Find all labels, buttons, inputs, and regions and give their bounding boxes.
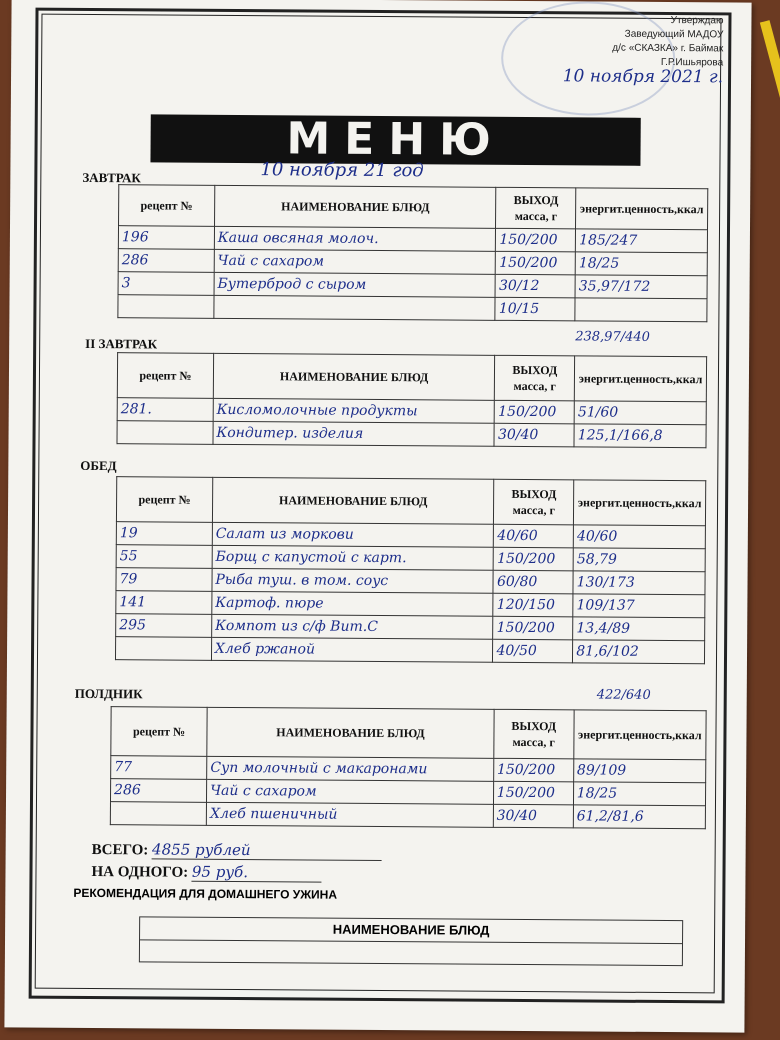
table-header-row (111, 707, 706, 760)
cell-energy: 185/247 (576, 229, 708, 253)
cell-name: Чай с сахаром (207, 779, 494, 804)
header-yield: ВЫХОД масса, г (496, 187, 576, 229)
cell-recipe: 3 (118, 272, 214, 296)
header-energy: энергит.ценность,ккал (574, 710, 707, 760)
section-title-second-breakfast: II ЗАВТРАК (85, 335, 158, 352)
section-title-afternoon-snack: ПОЛДНИК (74, 685, 143, 702)
approval-line1: Утверждаю (670, 15, 724, 27)
recommendation-header: НАИМЕНОВАНИЕ БЛЮД (140, 917, 682, 944)
cell-recipe: 295 (116, 614, 212, 638)
pencil (760, 20, 780, 100)
menu-date: 10 ноября 21 год (260, 159, 424, 182)
cell-yield: 150/200 (493, 758, 573, 782)
cell-name (214, 295, 496, 320)
table-row (115, 637, 704, 664)
cell-recipe (115, 637, 211, 661)
recommendation-table (139, 916, 683, 966)
table-afternoon-snack (110, 706, 707, 829)
cell-name: Бутерброд с сыром (214, 272, 496, 297)
cell-yield: 150/200 (493, 616, 573, 640)
cell-yield: 150/200 (496, 251, 576, 275)
cell-recipe: 55 (116, 545, 212, 569)
cell-yield: 30/40 (493, 804, 573, 828)
cell-name: Хлеб пшеничный (207, 802, 494, 827)
cell-energy: 109/137 (573, 594, 705, 618)
cell-name: Рыба туш. в том. соус (212, 568, 494, 593)
page-title: МЕНЮ (150, 114, 640, 165)
cell-recipe: 19 (116, 522, 212, 546)
section-title-breakfast: ЗАВТРАК (82, 169, 141, 186)
approval-line2: Заведующий МАДОУ (624, 28, 724, 41)
cell-recipe: 77 (111, 756, 207, 780)
table-header-row (117, 353, 706, 402)
table-breakfast (117, 184, 708, 322)
cell-energy: 81,6/102 (573, 640, 705, 664)
cell-name: Салат из моркови (212, 522, 494, 547)
cell-name: Каша овсяная молоч. (214, 226, 496, 251)
approval-line4: Г.Р.Ишьярова (660, 56, 724, 69)
cell-recipe (110, 802, 206, 826)
cell-energy (575, 298, 707, 322)
cell-yield: 40/50 (493, 639, 573, 663)
section-title-lunch: ОБЕД (80, 457, 117, 474)
header-yield: ВЫХОД масса, г (495, 355, 575, 401)
table-second-breakfast (116, 352, 707, 448)
cell-energy: 130/173 (573, 571, 705, 595)
cell-yield: 30/40 (494, 423, 574, 447)
cell-yield: 150/200 (496, 228, 576, 252)
cell-recipe: 286 (118, 249, 214, 273)
cell-recipe: 79 (116, 568, 212, 592)
approval-block (513, 13, 724, 88)
cell-yield: 10/15 (495, 297, 575, 321)
cell-yield: 150/200 (494, 547, 574, 571)
header-name: НАИМЕНОВАНИЕ БЛЮД (214, 185, 496, 228)
header-energy: энергит.ценность,ккал (576, 188, 708, 230)
header-recipe: рецепт № (116, 477, 212, 523)
total-all-row (92, 840, 383, 861)
cell-energy: 51/60 (574, 401, 706, 425)
header-recipe: рецепт № (119, 185, 215, 227)
cell-name: Суп молочный с макаронами (207, 756, 494, 781)
table-row (117, 421, 706, 448)
total-all-value: 4855 рублей (152, 840, 382, 861)
header-yield: ВЫХОД масса, г (494, 709, 574, 759)
total-all-label: ВСЕГО: (91, 842, 149, 859)
cell-name: Картоф. пюре (212, 591, 494, 616)
approval-line3: д/с «СКАЗКА» г. Баймак (612, 42, 724, 55)
cell-energy: 13,4/89 (573, 617, 705, 641)
cell-yield: 150/200 (495, 400, 575, 424)
table-lunch (115, 476, 706, 664)
table-row (110, 802, 705, 829)
cell-name: Хлеб ржаной (211, 637, 493, 662)
cell-energy: 40/60 (573, 525, 705, 549)
cell-name: Кондитер. изделия (213, 421, 495, 446)
header-recipe: рецепт № (117, 353, 213, 399)
cell-recipe (118, 295, 214, 319)
cell-yield: 150/200 (493, 781, 573, 805)
cell-recipe: 281. (117, 398, 213, 422)
cell-energy: 35,97/172 (575, 275, 707, 299)
cell-name: Кисломолочные продукты (213, 398, 495, 423)
section-total-lunch: 422/640 (596, 687, 651, 703)
table-header-row (119, 185, 708, 230)
table-row (118, 295, 707, 322)
total-one-row (91, 862, 322, 883)
total-one-label: НА ОДНОГО: (91, 864, 189, 881)
total-one-value: 95 руб. (192, 863, 322, 883)
table-header-row (116, 477, 705, 526)
header-energy: энергит.ценность,ккал (574, 356, 706, 402)
cell-yield: 30/12 (495, 274, 575, 298)
cell-recipe: 286 (110, 779, 206, 803)
menu-sheet (4, 0, 751, 1033)
cell-name: Чай с сахаром (214, 249, 496, 274)
cell-energy: 18/25 (575, 252, 707, 276)
cell-energy: 18/25 (573, 782, 705, 806)
cell-energy: 58,79 (573, 548, 705, 572)
cell-name: Компот из с/ф Вит.С (212, 614, 494, 639)
cell-energy: 125,1/166,8 (574, 424, 706, 448)
header-energy: энергит.ценность,ккал (574, 480, 706, 526)
cell-yield: 60/80 (493, 570, 573, 594)
cell-name: Борщ с капустой с карт. (212, 545, 494, 570)
cell-recipe: 196 (118, 226, 214, 250)
header-name: НАИМЕНОВАНИЕ БЛЮД (212, 477, 494, 524)
section-total-breakfast: 238,97/440 (575, 329, 650, 345)
cell-yield: 120/150 (493, 593, 573, 617)
cell-energy: 61,2/81,6 (573, 805, 705, 829)
cell-recipe (117, 421, 213, 445)
header-name: НАИМЕНОВАНИЕ БЛЮД (213, 353, 495, 400)
header-yield: ВЫХОД масса, г (494, 479, 574, 525)
header-name: НАИМЕНОВАНИЕ БЛЮД (207, 707, 494, 758)
cell-energy: 89/109 (573, 759, 705, 783)
header-recipe: рецепт № (111, 707, 208, 757)
cell-recipe: 141 (116, 591, 212, 615)
cell-yield: 40/60 (494, 524, 574, 548)
recommendation-label: РЕКОМЕНДАЦИЯ ДЛЯ ДОМАШНЕГО УЖИНА (73, 885, 338, 902)
approval-date: 10 ноября 2021 г. (562, 66, 724, 88)
